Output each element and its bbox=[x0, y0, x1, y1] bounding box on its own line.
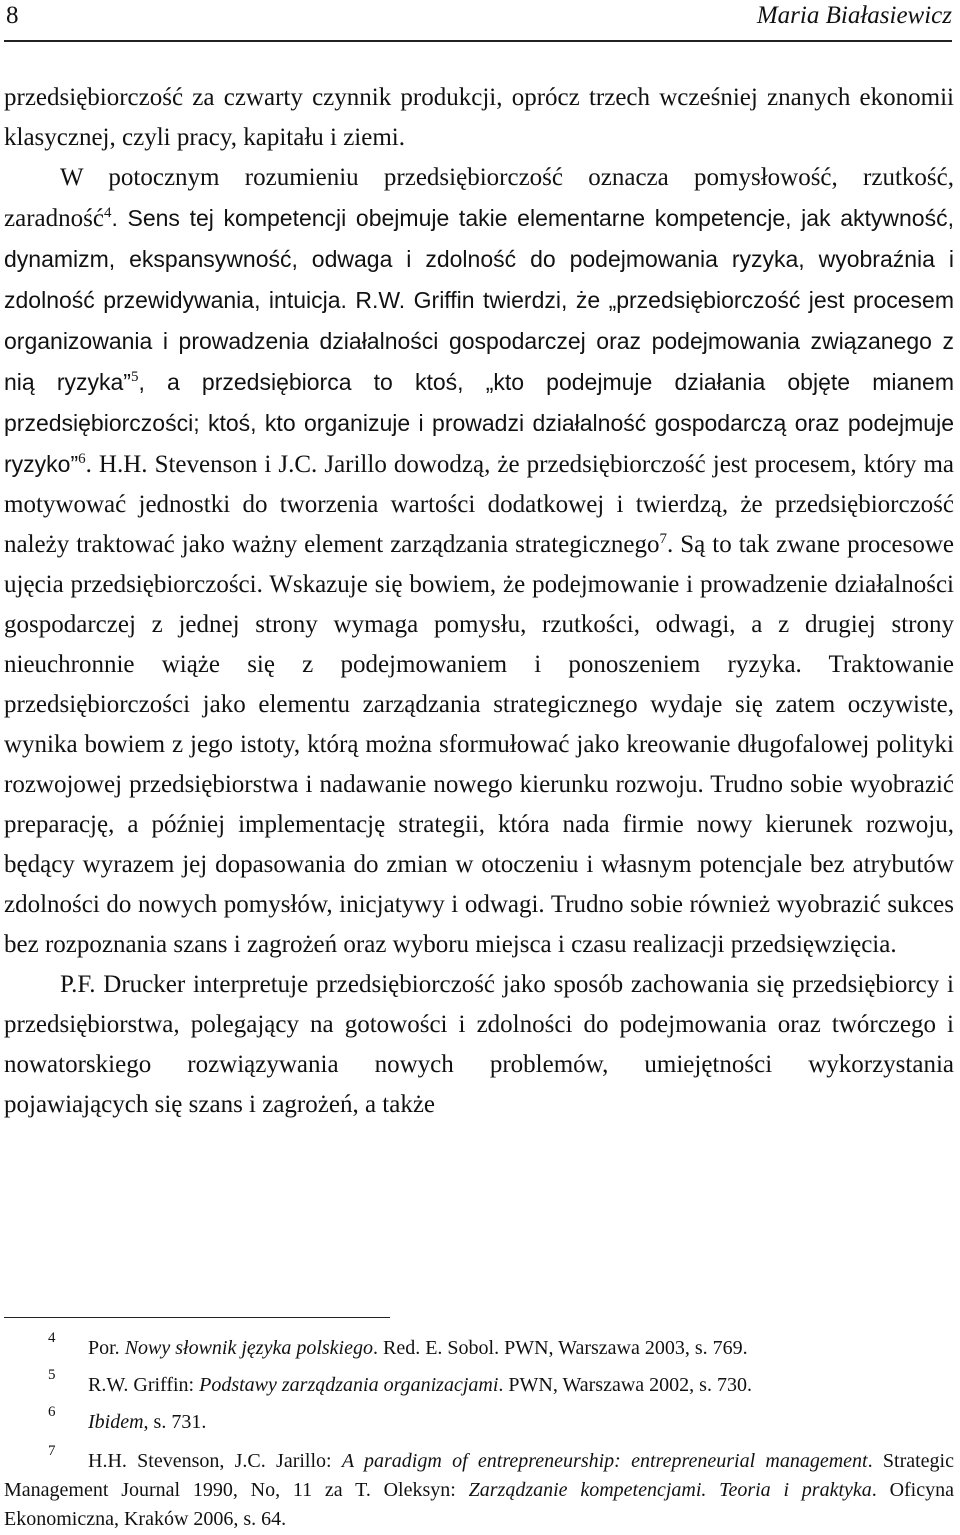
paragraph-3 bbox=[4, 965, 954, 1125]
footnote-title: Podstawy zarządzania organizacjami bbox=[199, 1374, 499, 1396]
footnote-7 bbox=[4, 1443, 954, 1534]
paragraph-1 bbox=[4, 78, 954, 158]
paragraph-2-text-d: . H.H. Stevenson i J.C. Jarillo dowodzą, że przedsiębiorczość jest procesem, który ma motywować jednostki do tworzenia wartości dodatkowej i twierdzą, że przedsiębiorczość należy traktować jako ważny element zarządzania strategicznego bbox=[4, 451, 954, 558]
footnote-text: . Strategic Management Journal 1990, No, 11 za T. Oleksyn: bbox=[4, 1450, 954, 1501]
footnotes bbox=[4, 1330, 954, 1534]
paragraph-1-text: przedsiębiorczość za czwarty czynnik produkcji, oprócz trzech wcześniej znanych ekonomii klasycznej, czyli pracy, kapitału i ziemi. bbox=[4, 84, 954, 151]
footnote-4 bbox=[4, 1330, 954, 1367]
running-author: Maria Białasiewicz bbox=[756, 2, 952, 29]
paragraph-2-text-c: , a przedsiębiorca to ktoś, „kto podejmuje działania objęte mianem przedsiębiorczości; ktoś, kto organizuje i prowadzi działalność gospodarczą oraz podejmuje ryzyko” bbox=[4, 369, 954, 477]
footnote-mark: 4 bbox=[48, 1330, 56, 1346]
footnote-mark: 5 bbox=[48, 1367, 56, 1383]
running-header bbox=[4, 0, 952, 42]
footnote-mark: 6 bbox=[48, 1404, 56, 1420]
footnote-separator bbox=[4, 1317, 390, 1318]
footnote-text: Por. bbox=[88, 1337, 125, 1359]
paragraph-2-text-a: W potocznym rozumieniu przedsiębiorczość oznacza pomysłowość, rzutkość, zaradność bbox=[4, 164, 954, 232]
footnote-ref-6[interactable]: 6 bbox=[78, 451, 86, 467]
footnote-title: Nowy słownik języka polskiego bbox=[124, 1337, 373, 1359]
footnote-mark: 7 bbox=[48, 1443, 56, 1459]
footnote-ref-4[interactable]: 4 bbox=[103, 205, 112, 221]
footnote-text: H.H. Stevenson, J.C. Jarillo: bbox=[88, 1450, 342, 1472]
footnote-ref-7[interactable]: 7 bbox=[659, 531, 668, 547]
footnote-5 bbox=[4, 1367, 954, 1404]
page-number: 8 bbox=[6, 2, 19, 29]
paragraph-3-text: P.F. Drucker interpretuje przedsiębiorczość jako sposób zachowania się przedsiębiorcy i przedsiębiorstwa, polegający na gotowości i zdolności do podejmowania oraz twórczego i nowatorskiego rozwiązywania nowych problemów, umiejętności wykorzystania pojawiających się szans i zagrożeń, a także bbox=[4, 971, 954, 1118]
footnote-title: Ibidem bbox=[88, 1411, 144, 1433]
paragraph-2-text-e: . Są to tak zwane procesowe ujęcia przedsiębiorczości. Wskazuje się bowiem, że podejmowanie i prowadzenie działalności gospodarczej z jednej strony wymaga pomysłu, rzutkości, odwagi, a z drugiej strony nieuchronnie wiąże się z podejmowaniem i ponoszeniem ryzyka. Traktowanie przedsiębiorczości jako elementu zarządzania strategicznego wydaje się zatem oczywiste, wynika bowiem z jego istoty, którą można sformułować jako kreowanie długofalowej polityki rozwojowej przedsiębiorstwa i nadawanie nowego kierunku rozwoju. Trudno sobie wyobrazić preparację, a później implementację strategii, która nada firmie nowy kierunek rozwoju, będący wyrazem jej dopasowania do zmian w otoczeniu i własnym potencjale bez atrybutów zdolności do nowych pomysłów, inicjatywy i odwagi. Trudno sobie również wyobrazić sukces bez rozpoznania szans i zagrożeń oraz wyboru miejsca i czasu realizacji przedsięwzięcia. bbox=[4, 531, 955, 958]
footnote-6 bbox=[4, 1404, 954, 1441]
footnote-title: Zarządzanie kompetencjami. Teoria i praktyka bbox=[468, 1479, 872, 1501]
footnote-text: R.W. Griffin: bbox=[88, 1374, 200, 1396]
footnote-text: . PWN, Warszawa 2002, s. 730. bbox=[498, 1374, 752, 1396]
footnote-text: . Oficyna Ekonomiczna, Kraków 2006, s. 64. bbox=[4, 1479, 954, 1530]
footnote-text: . Red. E. Sobol. PWN, Warszawa 2003, s. 769. bbox=[372, 1337, 748, 1359]
paragraph-2-text-b: . Sens tej kompetencji obejmuje takie elementarne kompetencje, jak aktywność, dynamizm, ekspansywność, odwaga i zdolność do podejmowania ryzyka, wyobraźnia i zdolność przewidywania, intuicja. R.W. Griffin twierdzi, że „przedsiębiorczość jest procesem organizowania i prowadzenia działalności gospodarczej oraz podejmowania związanego z nią ryzyka” bbox=[4, 205, 954, 395]
body-text bbox=[4, 78, 954, 1125]
footnote-ref-5[interactable]: 5 bbox=[130, 369, 139, 385]
paragraph-2 bbox=[4, 158, 954, 965]
footnote-text: , s. 731. bbox=[143, 1411, 207, 1433]
footnote-title: A paradigm of entrepreneurship: entrepreneurial management bbox=[341, 1450, 868, 1472]
